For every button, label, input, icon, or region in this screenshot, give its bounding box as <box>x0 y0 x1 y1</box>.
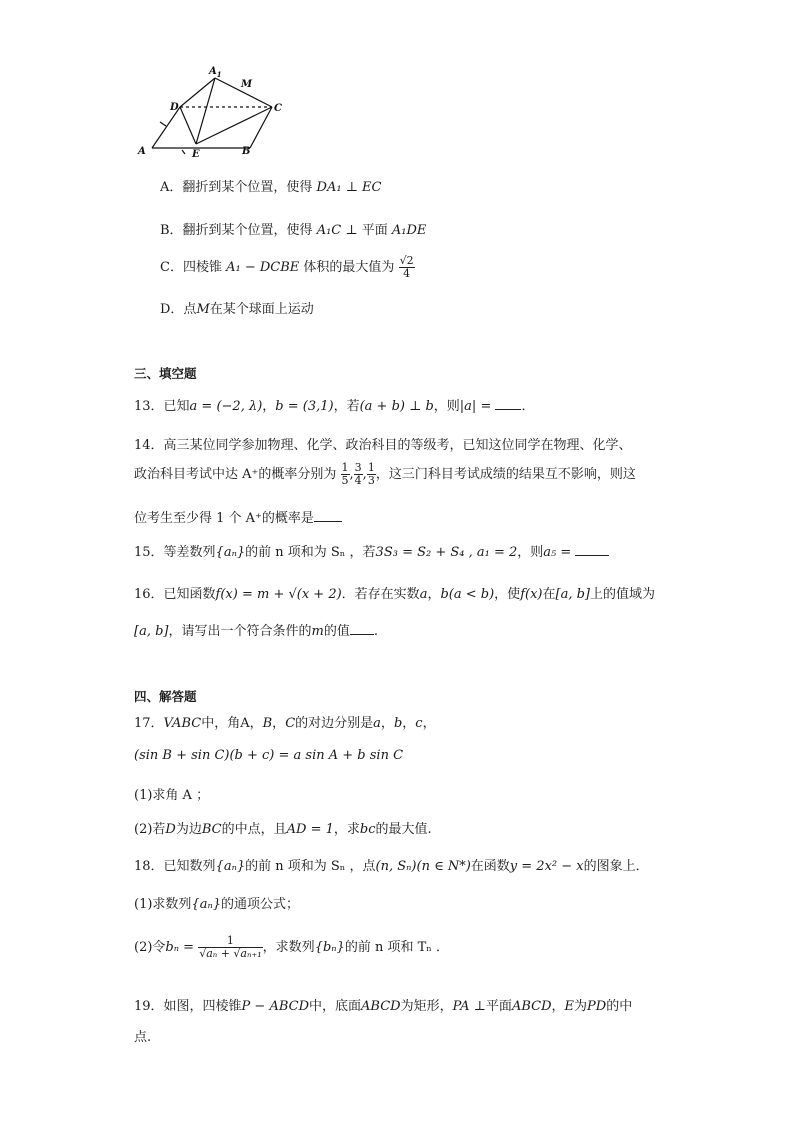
edge-A1-D <box>180 78 215 107</box>
option-a: A．翻折到某个位置，使得 DA₁ ⊥ EC <box>160 180 382 195</box>
tick-AD <box>160 122 166 126</box>
answer-blank[interactable] <box>575 543 609 556</box>
option-c: C．四棱锥 A₁ − DCBE 体积的最大值为 $\frac{√2}{4}$ <box>160 254 414 280</box>
question-17-part1: (1)求角 A ； <box>134 788 210 803</box>
answer-blank[interactable] <box>314 509 342 522</box>
edge-A1-E <box>196 78 215 144</box>
question-18-part2: (2)令bₙ = $\frac{1}{\text{√aₙ + √aₙ₊₁}}$ ，求数列{bₙ}的前 n 项和 Tₙ ． <box>134 934 450 960</box>
fold-figure <box>130 60 300 160</box>
label-E: E <box>192 149 200 160</box>
question-14-line2: 政治科目考试中达 A⁺的概率分别为 $\frac{1}{5}$ , $\frac{3}{4}$ , $\frac{1}{3}$ ，这三门科目考试成绩的结果互不影响，则这 <box>134 461 636 487</box>
question-17-equation: (sin B + sin C)(b + c) = a sin A + b sin C <box>134 748 404 763</box>
edge-E-C <box>196 107 272 144</box>
section-solutions-title: 四、解答题 <box>134 689 197 704</box>
answer-blank[interactable] <box>350 622 374 635</box>
fraction-1-3: $\frac{1}{3}$ <box>367 461 375 487</box>
question-17-part2: (2)若D为边BC的中点，且AD = 1，求bc的最大值. <box>134 822 432 837</box>
answer-blank[interactable] <box>495 397 521 410</box>
question-19-line1: 19．如图，四棱锥P − ABCD中，底面ABCD为矩形，PA ⊥平面ABCD，E为PD的中 <box>134 999 633 1014</box>
question-14-line3: 位考生至少得 1 个 A⁺的概率是 <box>134 507 342 526</box>
edge-D-E <box>180 107 196 144</box>
label-A1: $A_1$ <box>209 66 222 79</box>
edge-A-D <box>152 107 180 148</box>
question-19-line2: 点. <box>134 1030 152 1045</box>
fraction-1-5: $\frac{1}{5}$ <box>341 461 349 487</box>
fraction-3-4: $\frac{3}{4}$ <box>354 461 362 487</box>
label-C: C <box>274 103 282 114</box>
question-14-line1: 14．高三某位同学参加物理、化学、政治科目的等级考，已知这位同学在物理、化学、 <box>134 438 632 453</box>
option-d: D．点M在某个球面上运动 <box>160 302 314 317</box>
question-13: 13．已知a = (−2, λ)，b = (3,1)，若(a + b) ⊥ b，则|a| = ． <box>134 399 535 414</box>
label-D: D <box>170 102 179 113</box>
label-M: M <box>241 79 253 90</box>
section-fill-in-title: 三、填空题 <box>134 366 197 381</box>
question-15: 15．等差数列{aₙ}的前 n 项和为 Sₙ ，若3S₃ = S₂ + S₄ , a₁ = 2，则a₅ = <box>134 541 609 560</box>
question-16-line2: [a, b]，请写出一个符合条件的m的值 . <box>134 624 378 639</box>
question-18-line1: 18．已知数列{aₙ}的前 n 项和为 Sₙ ，点(n, Sₙ)(n ∈ N*)在函数y = 2x² − x的图象上． <box>134 859 649 874</box>
edge-B-C <box>250 107 272 148</box>
fraction-bn: $\frac{1}{\text{√aₙ + √aₙ₊₁}}$ <box>199 934 262 960</box>
question-16-line1: 16．已知函数f(x) = m + √(x + 2)．若存在实数a，b(a < b)，使f(x)在[a, b]上的值域为 <box>134 587 655 602</box>
question-17-line1: 17．VABC中，角A，B，C的对边分别是a，b，c， <box>134 716 436 731</box>
question-18-part1: (1)求数列{aₙ}的通项公式； <box>134 897 299 912</box>
fraction-sqrt2-over-4: $\frac{√2}{4}$ <box>399 254 414 280</box>
tick-AE <box>182 150 185 154</box>
label-A: A <box>138 146 146 157</box>
label-B: B <box>242 146 251 157</box>
option-b: B．翻折到某个位置，使得 A₁C ⊥ 平面 A₁DE <box>160 223 427 238</box>
